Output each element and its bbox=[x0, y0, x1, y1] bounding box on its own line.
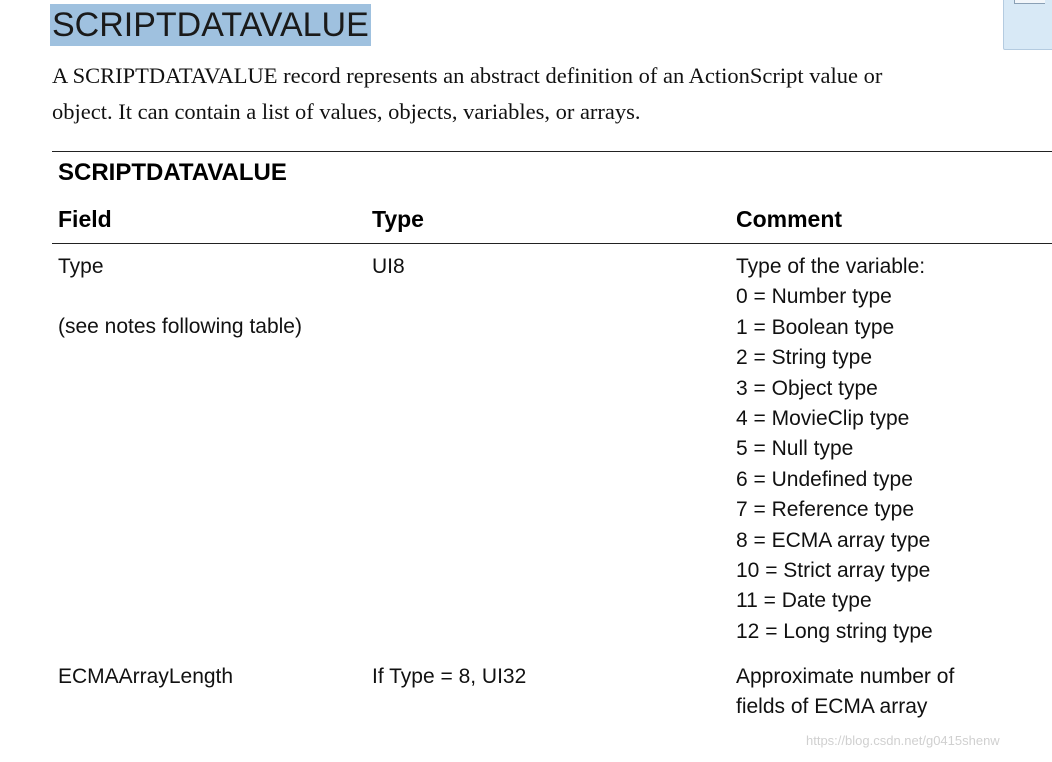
comment-line: 8 = ECMA array type bbox=[736, 528, 931, 552]
comment-line: 6 = Undefined type bbox=[736, 467, 913, 491]
header-comment: Comment bbox=[736, 206, 843, 232]
comment-line: 2 = String type bbox=[736, 346, 872, 370]
intro-paragraph bbox=[52, 58, 1052, 130]
table-title: SCRIPTDATAVALUE bbox=[58, 159, 287, 186]
header-field: Field bbox=[58, 206, 112, 232]
header-rule bbox=[52, 243, 1052, 244]
corner-widget-tab bbox=[1014, 0, 1045, 4]
comment-line: 11 = Date type bbox=[736, 589, 872, 613]
row-type-comment-list bbox=[736, 252, 933, 647]
row-ecma-field: ECMAArrayLength bbox=[58, 665, 234, 688]
watermark: https://blog.csdn.net/g0415shenw bbox=[806, 733, 1000, 748]
header-type: Type bbox=[372, 206, 424, 232]
comment-line: 10 = Strict array type bbox=[736, 559, 931, 583]
comment-line: 7 = Reference type bbox=[736, 498, 915, 522]
comment-line: 4 = MovieClip type bbox=[736, 407, 910, 431]
row-ecma-comment-line-2: fields of ECMA array bbox=[736, 695, 928, 718]
row-type-field-note: (see notes following table) bbox=[58, 315, 302, 338]
intro-line-2: object. It can contain a list of values, objects, variables, or arrays. bbox=[52, 99, 641, 124]
row-ecma-type: If Type = 8, UI32 bbox=[372, 665, 527, 688]
corner-scroll-widget[interactable] bbox=[1003, 0, 1052, 50]
section-heading: SCRIPTDATAVALUE bbox=[52, 6, 369, 44]
row-ecma-comment-line-1: Approximate number of bbox=[736, 665, 955, 688]
row-type-type: UI8 bbox=[372, 255, 405, 278]
intro-line-1: A SCRIPTDATAVALUE record represents an abstract definition of an ActionScript value or bbox=[52, 63, 883, 88]
comment-line: 12 = Long string type bbox=[736, 619, 933, 643]
row-type-field: Type bbox=[58, 255, 104, 278]
table-top-rule bbox=[52, 151, 1052, 152]
comment-line: 1 = Boolean type bbox=[736, 315, 895, 339]
comment-line: 0 = Number type bbox=[736, 285, 892, 309]
comment-line: Type of the variable: bbox=[736, 255, 926, 278]
comment-line: 5 = Null type bbox=[736, 437, 854, 461]
comment-line: 3 = Object type bbox=[736, 376, 878, 400]
